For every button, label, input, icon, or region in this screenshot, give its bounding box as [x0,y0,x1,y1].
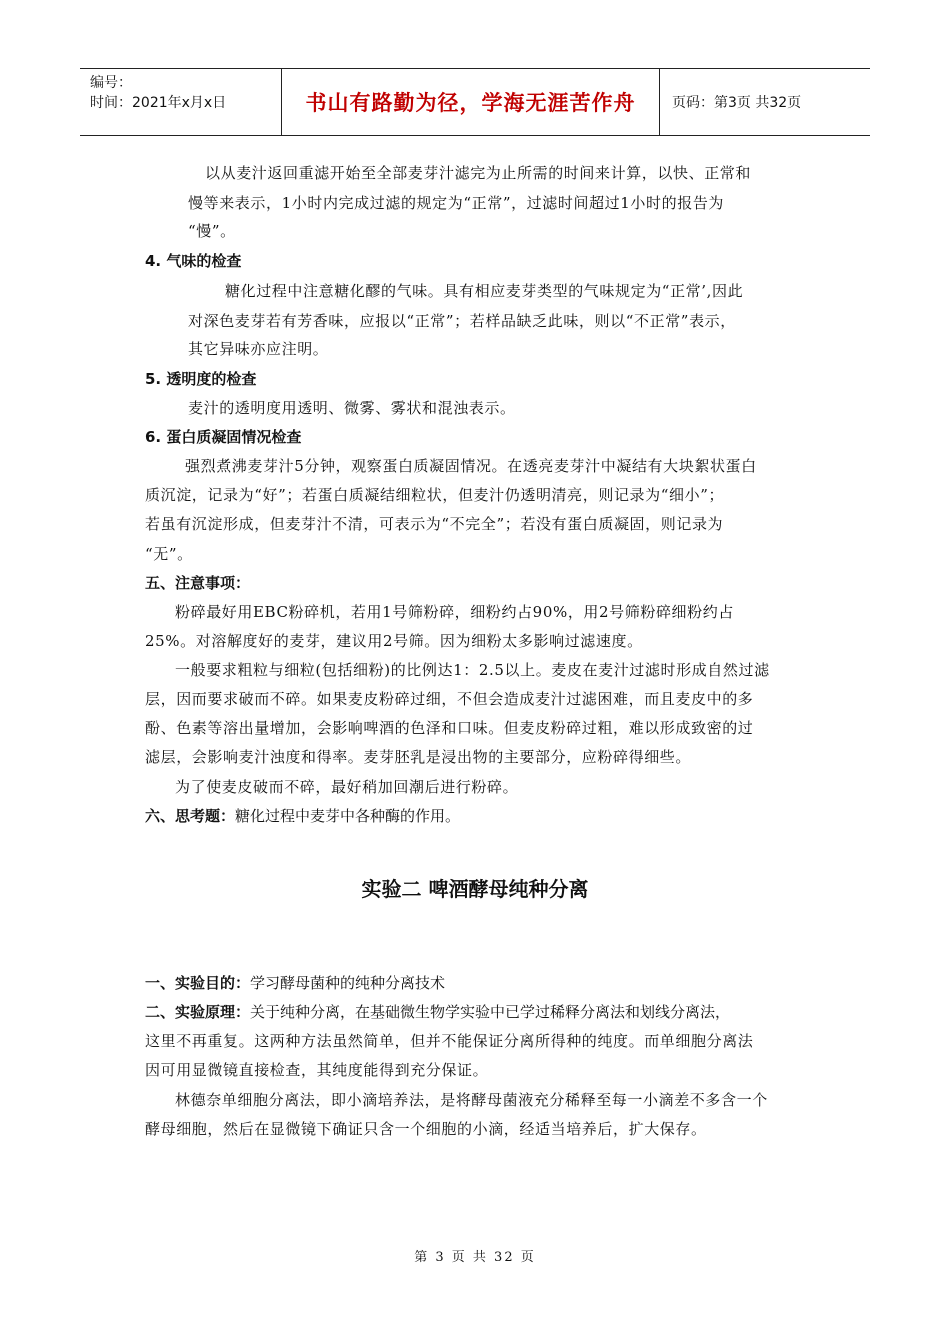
header-page-code: 页码：第3页 共32页 [672,95,802,111]
heading-aim-text: 学习酵母菌种的纯种分离技术 [250,974,446,992]
body-line: 因可用显微镜直接检查，其纯度能得到充分保证。 [145,1061,489,1079]
body-line: 糖化过程中注意糖化醪的气味。具有相应麦芽类型的气味规定为“正常’,因此 [225,282,744,300]
body-line: 酵母细胞，然后在显微镜下确证只含一个细胞的小滴，经适当培养后，扩大保存。 [145,1120,707,1138]
body-line: 若虽有沉淀形成，但麦芽汁不清，可表示为“不完全”；若没有蛋白质凝固，则记录为 [145,515,724,533]
body-line: 25%。对溶解度好的麦芽，建议用2号筛。因为细粉太多影响过滤速度。 [145,632,643,650]
time-label: 时间：2021年x月x日 [90,95,227,111]
page-header [80,68,870,136]
page-footer: 第 3 页 共 32 页 [414,1250,536,1265]
heading-questions [145,806,460,826]
heading-questions-label: 六、思考题： [145,807,236,825]
body-line: 强烈煮沸麦芽汁5分钟，观察蛋白质凝固情况。在透亮麦芽汁中凝结有大块絮状蛋白 [185,457,757,475]
header-meta [80,69,282,135]
body-line: 酚、色素等溶出量增加，会影响啤酒的色泽和口味。但麦皮粉碎过粗，难以形成致密的过 [145,719,754,737]
body-line: 质沉淀，记录为“好”；若蛋白质凝结细粒状，但麦汁仍透明清亮，则记录为“细小”； [145,486,725,504]
body-line: 层，因而要求破而不碎。如果麦皮粉碎过细，不但会造成麦汁过滤困难，而且麦皮中的多 [145,690,754,708]
body-line: 林德奈单细胞分离法，即小滴培养法，是将酵母菌液充分稀释至每一小滴差不多含一个 [175,1091,768,1109]
body-line: 慢等来表示，1小时内完成过滤的规定为“正常”，过滤时间超过1小时的报告为 [188,194,725,212]
heading-protein: 6. 蛋白质凝固情况检查 [145,428,302,446]
heading-principle [145,1002,730,1022]
body-line: 其它异味亦应注明。 [188,340,329,358]
body-line: 滤层，会影响麦汁浊度和得率。麦芽胚乳是浸出物的主要部分，应粉碎得细些。 [145,748,692,766]
heading-principle-text: 关于纯种分离，在基础微生物学实验中已学过稀释分离法和划线分离法， [250,1003,731,1021]
heading-odor: 4. 气味的检查 [145,252,242,270]
heading-notes: 五、注意事项： [145,574,251,592]
heading-clarity: 5. 透明度的检查 [145,370,257,388]
heading-principle-label: 二、实验原理： [145,1003,251,1021]
body-line: 对深色麦芽若有芳香味，应报以“正常”；若样品缺乏此味，则以“不正常”表示， [188,312,736,330]
body-line: 这里不再重复。这两种方法虽然简单，但并不能保证分离所得种的纯度。而单细胞分离法 [145,1032,754,1050]
body-line: 以从麦汁返回重滤开始至全部麦芽汁滤完为止所需的时间来计算，以快、正常和 [205,164,752,182]
number-label: 编号： [90,75,132,91]
body-line: 麦汁的透明度用透明、微雾、雾状和混浊表示。 [188,399,516,417]
header-motto: 书山有路勤为径，学海无涯苦作舟 [282,69,660,135]
body-line: 为了使麦皮破而不碎，最好稍加回潮后进行粉碎。 [175,778,519,796]
body-line: 一般要求粗粒与细粒(包括细粉)的比例达1：2.5以上。麦皮在麦汁过滤时形成自然过滤 [175,661,770,679]
body-line: “无”。 [145,545,193,563]
heading-aim [145,973,445,993]
heading-questions-text: 糖化过程中麦芽中各种酶的作用。 [235,807,461,825]
body-line: 粉碎最好用EBC粉碎机，若用1号筛粉碎，细粉约占90%，用2号筛粉碎细粉约占 [175,603,734,621]
body-line: “慢”。 [188,222,236,240]
section-title: 实验二 啤酒酵母纯种分离 [361,877,589,901]
heading-aim-label: 一、实验目的： [145,974,251,992]
